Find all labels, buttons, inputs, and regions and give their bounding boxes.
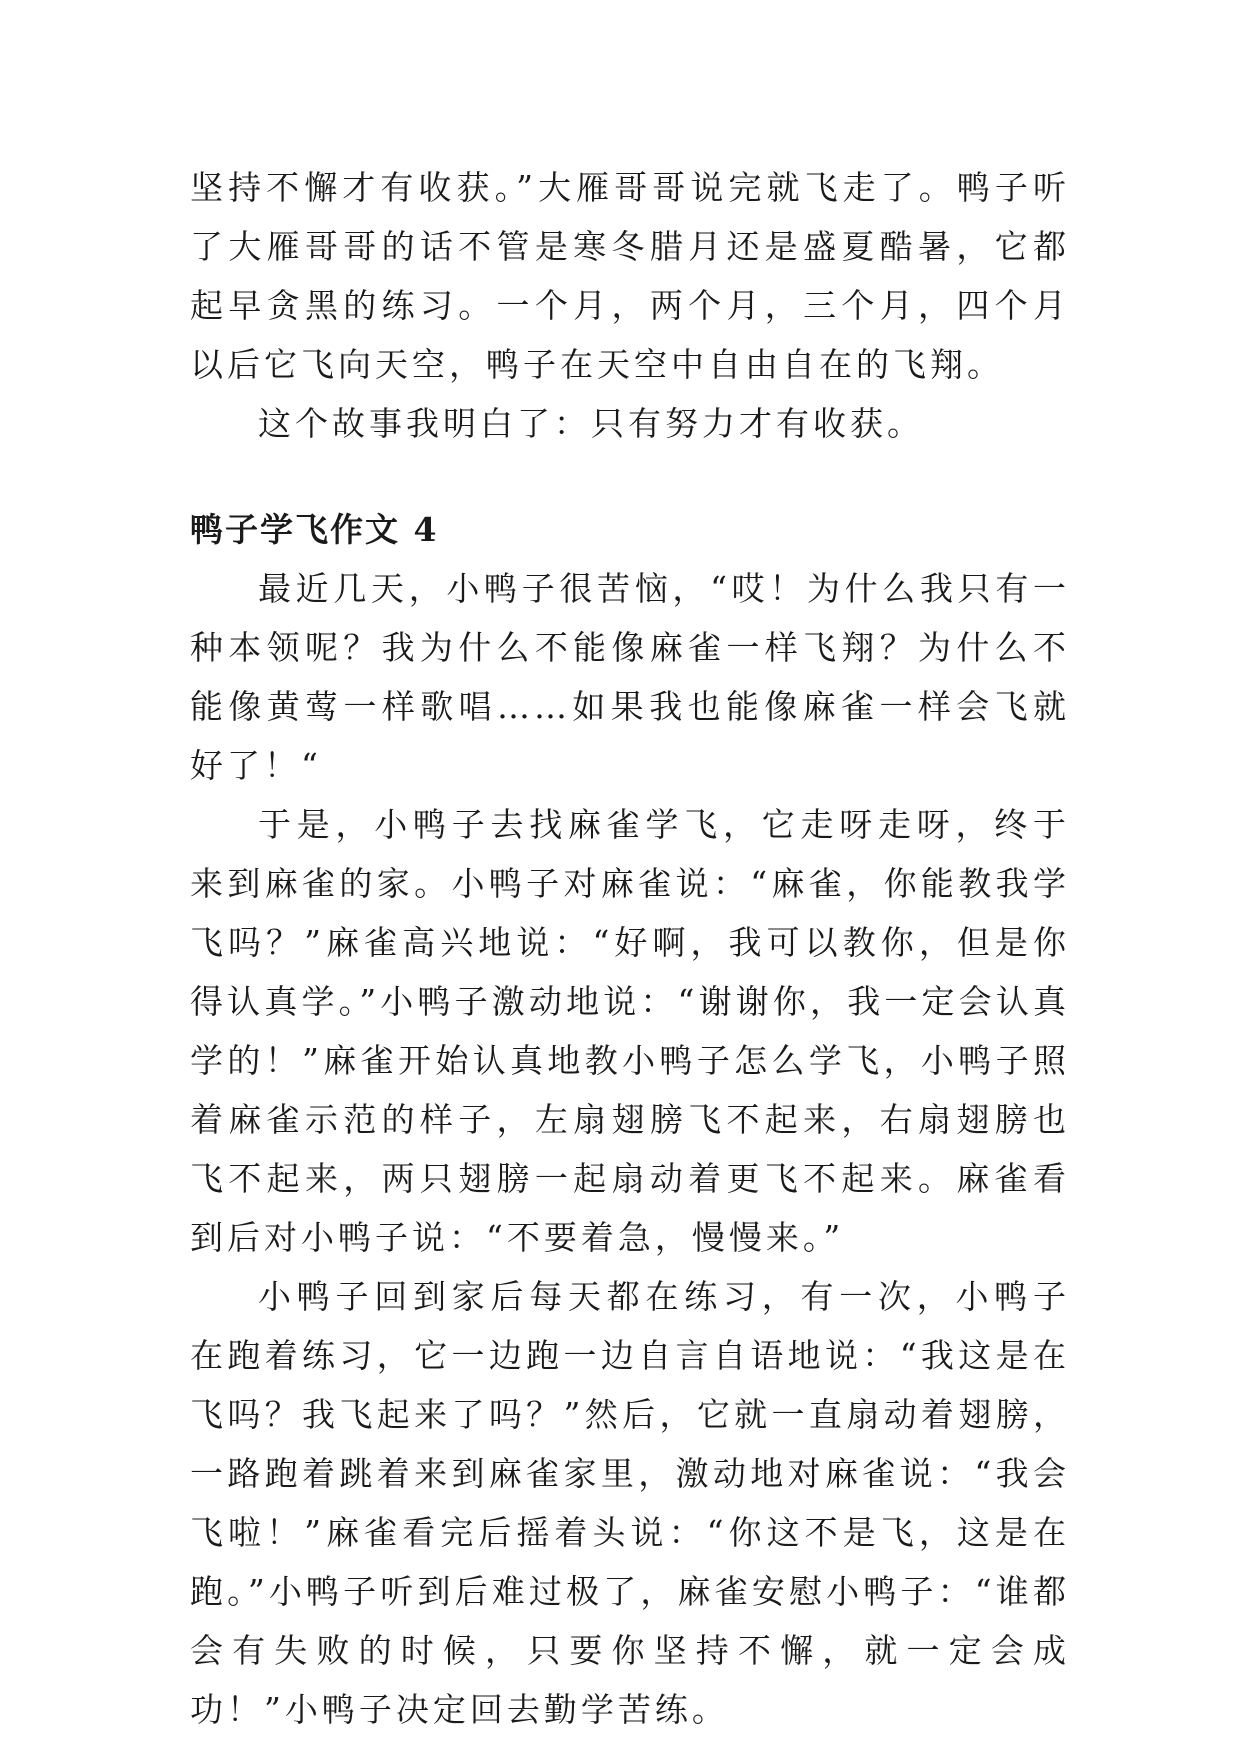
section-title: 鸭子学飞作文 4 [190,510,439,549]
body-paragraph-continuation: 坚持不懈才有收获。”大雁哥哥说完就飞走了。鸭子听了大雁哥哥的话不管是寒冬腊月还是盛夏酷暑，它都起早贪黑的练习。一个月，两个月，三个月，四个月以后它飞向天空，鸭子在天空中自由自在的飞翔。 [190,168,1070,384]
body-paragraph: 最近几天，小鸭子很苦恼，“哎！为什么我只有一种本领呢？我为什么不能像麻雀一样飞翔？为什么不能像黄莺一样歌唱……如果我也能像麻雀一样会飞就好了！“ [190,569,1070,785]
body-paragraph-moral: 这个故事我明白了：只有努力才有收获。 [258,404,924,443]
body-paragraph: 于是，小鸭子去找麻雀学飞，它走呀走呀，终于来到麻雀的家。小鸭子对麻雀说：“麻雀，你能教我学飞吗？”麻雀高兴地说：“好啊，我可以教你，但是你得认真学。”小鸭子激动地说：“谢谢你，我一定会认真学的！”麻雀开始认真地教小鸭子怎么学飞，小鸭子照着麻雀示范的样子，左扇翅膀飞不起来，右扇翅膀也飞不起来，两只翅膀一起扇动着更飞不起来。麻雀看到后对小鸭子说：“不要着急，慢慢来。” [190,805,1070,1257]
body-paragraph: 小鸭子回到家后每天都在练习，有一次，小鸭子在跑着练习，它一边跑一边自言自语地说：“我这是在飞吗？我飞起来了吗？”然后，它就一直扇动着翅膀，一路跑着跳着来到麻雀家里，激动地对麻雀说：“我会飞啦！”麻雀看完后摇着头说：“你这不是飞，这是在跑。”小鸭子听到后难过极了，麻雀安慰小鸭子：“谁都会有失败的时候，只要你坚持不懈，就一定会成功！”小鸭子决定回去勤学苦练。 [190,1277,1070,1729]
document-body [190,158,1070,1739]
